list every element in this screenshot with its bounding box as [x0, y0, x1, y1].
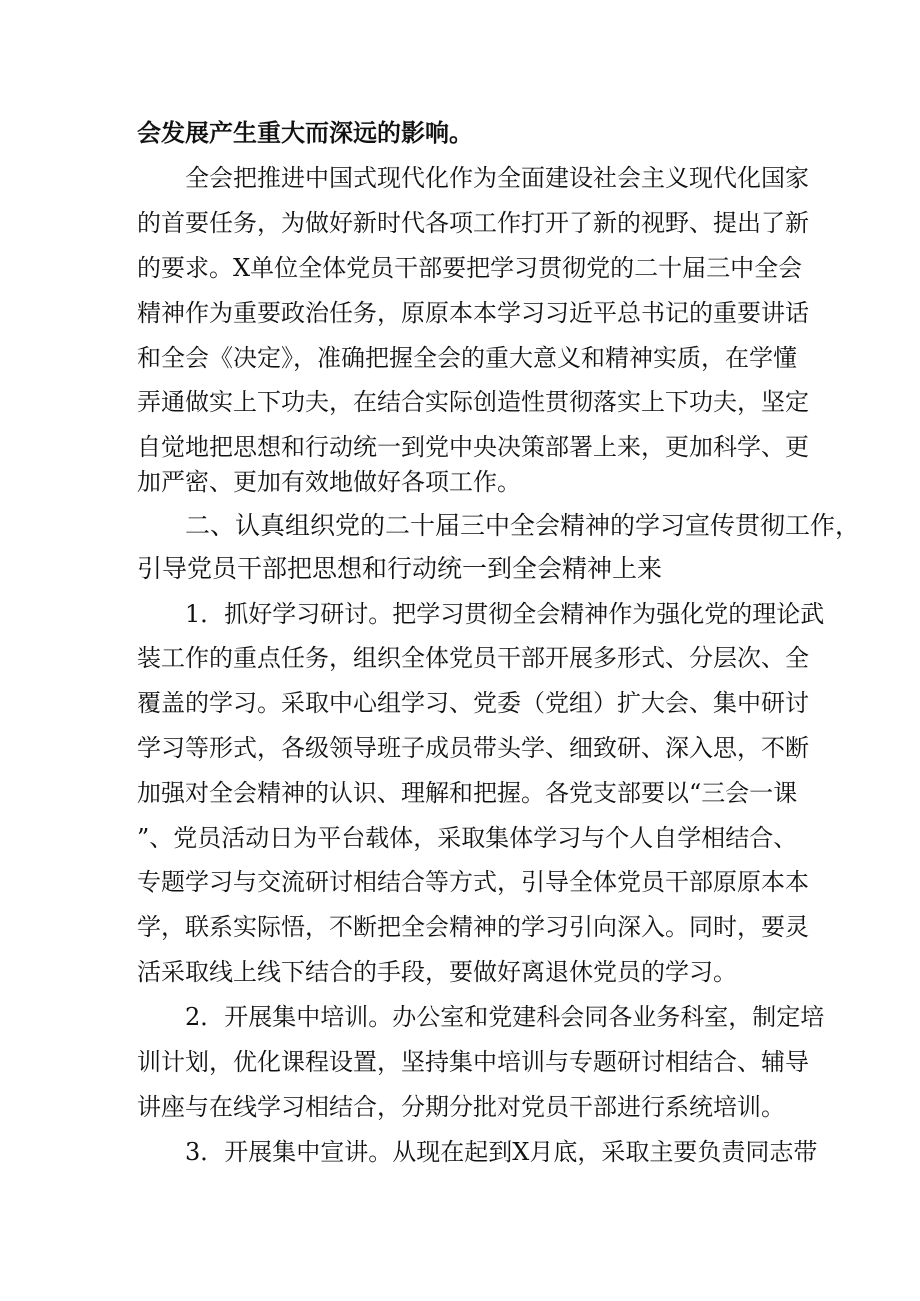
text-line: 弄通做实上下功夫，在结合实际创造性贯彻落实上下功夫，坚定: [137, 388, 809, 416]
section-heading: 二、认真组织党的二十届三中全会精神的学习宣传贯彻工作，: [185, 511, 861, 540]
text-line: 学，联系实际悟，不断把全会精神的学习引向深入。同时，要灵: [137, 913, 809, 941]
text-line: 学习等形式，各级领导班子成员带头学、细致研、深入思，不断: [137, 734, 809, 762]
text-line: 讲座与在线学习相结合，分期分批对党员干部进行系统培训。: [137, 1093, 785, 1121]
text-line: 的要求。X单位全体党员干部要把学习贯彻党的二十届三中全会: [137, 254, 803, 282]
text-line: 3．开展集中宣讲。从现在起到X月底，采取主要负责同志带: [185, 1138, 818, 1166]
text-line: 覆盖的学习。采取中心组学习、党委（党组）扩大会、集中研讨: [137, 689, 809, 717]
text-line: 会发展产生重大而深远的影响。: [137, 119, 473, 147]
text-line: 专题学习与交流研讨相结合等方式，引导全体党员干部原原本本: [137, 868, 809, 896]
text-line: 加强对全会精神的认识、理解和把握。各党支部要以“三会一课: [137, 779, 798, 807]
text-line: 的首要任务，为做好新时代各项工作打开了新的视野、提出了新: [137, 209, 809, 237]
text-line: 训计划，优化课程设置，坚持集中培训与专题研讨相结合、辅导: [137, 1048, 809, 1076]
text-line: 和全会《决定》，准确把握全会的重大意义和精神实质，在学懂: [137, 344, 797, 372]
text-line: 1．抓好学习研讨。把学习贯彻全会精神作为强化党的理论武: [185, 600, 825, 628]
text-line: 自觉地把思想和行动统一到党中央决策部署上来，更加科学、更: [137, 433, 809, 461]
text-line: 2．开展集中培训。办公室和党建科会同各业务科室，制定培: [185, 1003, 825, 1031]
text-line: 加严密、更加有效地做好各项工作。: [137, 468, 521, 496]
text-line: 全会把推进中国式现代化作为全面建设社会主义现代化国家: [185, 164, 809, 192]
section-heading: 引导党员干部把思想和行动统一到全会精神上来: [137, 554, 663, 583]
text-line: 装工作的重点任务，组织全体党员干部开展多形式、分层次、全: [137, 644, 809, 672]
text-line: 活采取线上线下结合的手段，要做好离退休党员的学习。: [137, 958, 737, 986]
text-line: ”、党员活动日为平台载体，采取集体学习与个人自学相结合、: [137, 824, 798, 852]
text-line: 精神作为重要政治任务，原原本本学习习近平总书记的重要讲话: [137, 299, 809, 327]
